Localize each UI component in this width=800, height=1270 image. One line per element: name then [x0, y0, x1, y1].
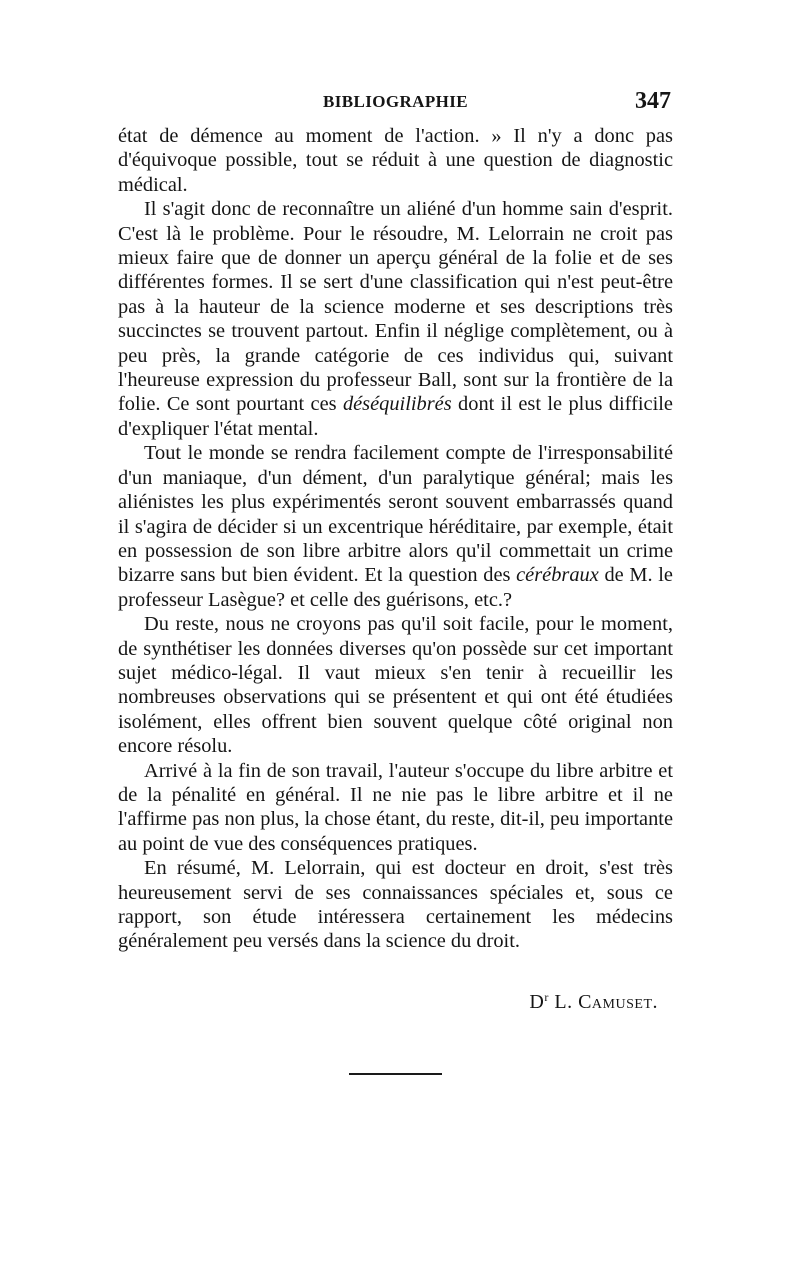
paragraph-3-text: Tout le monde se rendra facilement compte de l'irresponsabilité d'un maniaque, d'un dément, d'un paralytique général; mais les aliénistes les plus expérimentés seront souvent embarrassés quand il s'agira de décider si un excentrique héréditaire, par exemple, était en possession de son libre arbitre alors qu'il commettait un crime bizarre sans but bien évident. Et la question des: [118, 442, 673, 587]
page-number: 347: [635, 88, 671, 114]
signature-title: [529, 991, 548, 1013]
signature-surname: Camuset.: [578, 991, 658, 1013]
paragraph-2-end: dont il est le plus difficile d'expliquer l'état mental.: [118, 393, 673, 440]
paragraph-5: Arrivé à la fin de son travail, l'auteur s'occupe du libre arbitre et de la pénalité en général. Il ne nie pas le libre arbitre et il ne l'affirme pas non plus, la chose étant, du reste, dit-il, peu importante au point de vue des conséquences pratiques.: [118, 759, 673, 855]
running-title: BIBLIOGRAPHIE: [322, 92, 468, 111]
running-head: [118, 88, 673, 122]
paragraph-2: [118, 197, 673, 441]
signature-title-superscript: r: [544, 990, 549, 1004]
paragraph-continuation: état de démence au moment de l'action. » Il n'y a donc pas d'équivoque possible, tout se réduit à une question de diagnostic médical.: [118, 125, 673, 196]
italic-term-cerebraux: cérébraux: [516, 564, 599, 587]
signature-title-letter: D: [529, 991, 545, 1013]
author-signature: [118, 990, 658, 1014]
paragraph-3-end: de M. le professeur Lasègue? et celle des guérisons, etc.?: [118, 564, 673, 611]
body-text: [118, 124, 673, 954]
section-end-rule: [349, 1073, 442, 1075]
paragraph-6: En résumé, M. Lelorrain, qui est docteur en droit, s'est très heureusement servi de ses connaissances spéciales et, sous ce rapport, son étude intéressera certainement les médecins généralement peu versés dans la science du droit.: [118, 857, 673, 953]
italic-term-desequilibres: déséquilibrés: [342, 393, 452, 416]
paragraph-3: [118, 441, 673, 612]
signature-initial: L.: [554, 991, 573, 1013]
paragraph-4: Du reste, nous ne croyons pas qu'il soit facile, pour le moment, de synthétiser les données diverses qu'on possède sur cet important sujet médico-légal. Il vaut mieux s'en tenir à recueillir les nombreuses observations qui se présentent et qui ont été étudiées isolément, elles offrent bien souvent quelque côté original non encore résolu.: [118, 613, 673, 758]
paragraph-2-text: Il s'agit donc de reconnaître un aliéné d'un homme sain d'esprit. C'est là le problème. Pour le résoudre, M. Lelorrain ne croit pas mieux faire que de donner un aperçu général de la folie et de ses différentes formes. Il se sert d'une classification qui n'est peut-être pas à la hauteur de la science moderne et ses descriptions très succinctes se trouvent partout. Enfin il néglige complètement, ou à peu près, la grande catégorie de ces individus qui, suivant l'heureuse expression du professeur Ball, sont sur la frontière de la folie. Ce sont pourtant ces: [118, 198, 673, 416]
